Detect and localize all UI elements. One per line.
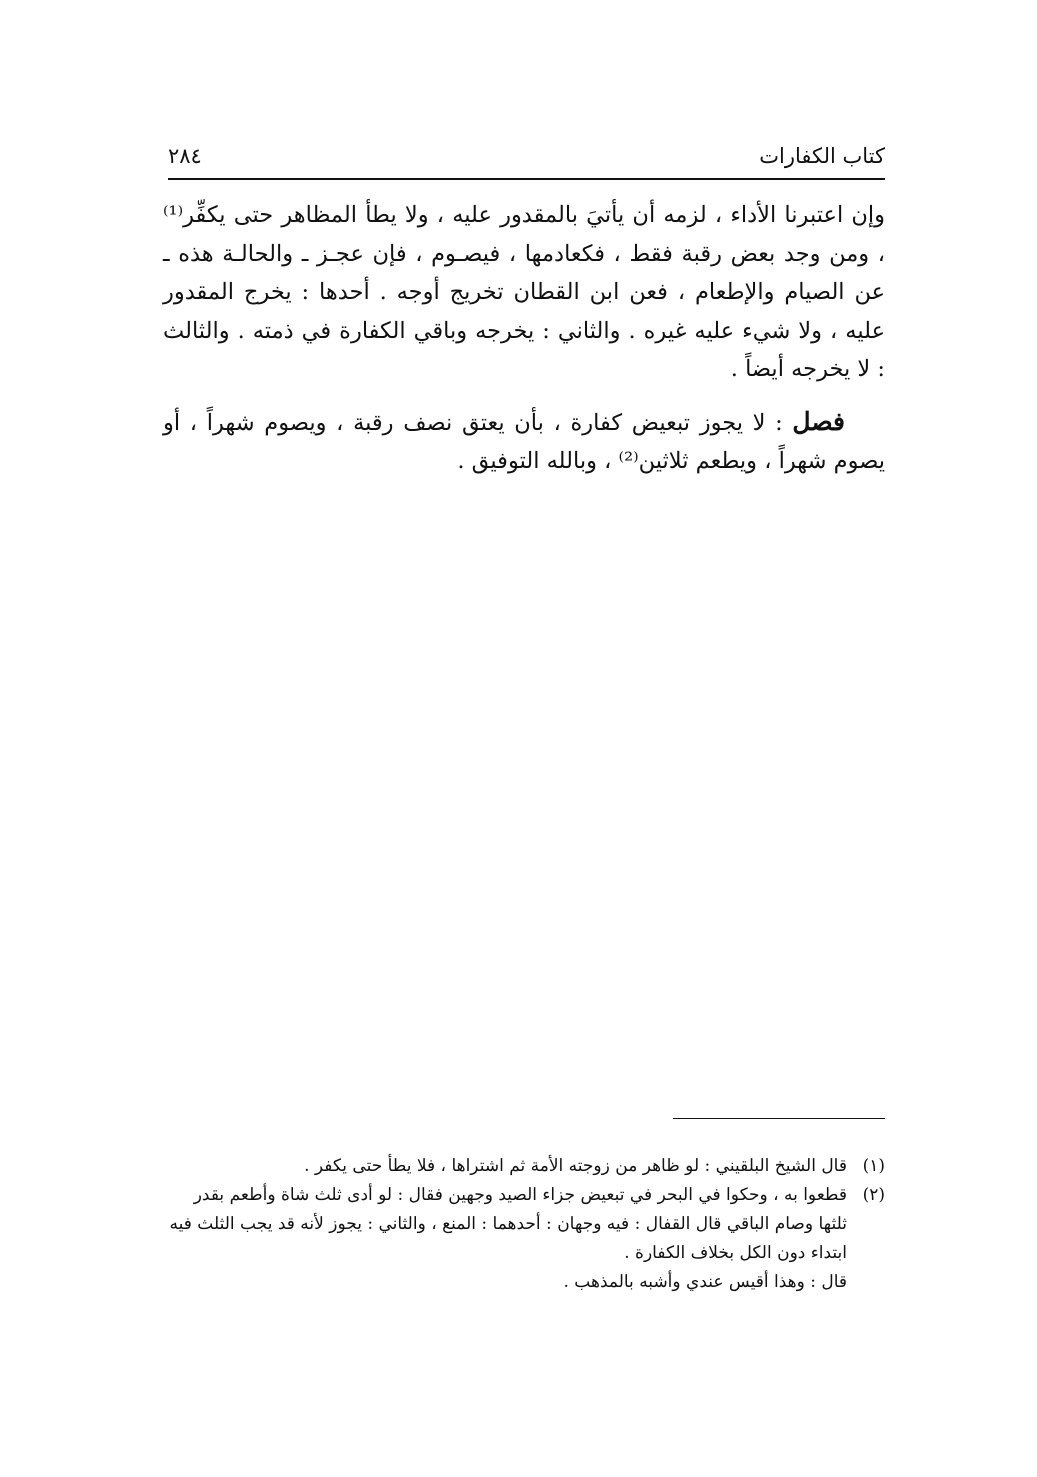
footnotes bbox=[168, 1152, 885, 1297]
running-header bbox=[168, 138, 885, 174]
main-text bbox=[163, 196, 885, 481]
footnote-2 bbox=[168, 1181, 885, 1268]
chapter-title: كتاب الكفارات bbox=[759, 144, 885, 168]
footnote-2-number: (٢) bbox=[862, 1185, 885, 1205]
footnote-1 bbox=[168, 1152, 885, 1181]
body-paragraph-1: وإن اعتبرنا الأداء ، لزمه أن يأتيَ بالمقدور عليه ، ولا يطأ المظاهر حتى يكفِّر⁽¹⁾ ، ومن وجد بعض رقبة فقط ، فكعادمها ، فيصـوم ، فإن عجـز ـ والحالـة هذه ـ عن الصيام والإطعام ، فعن ابن القطان تخريج أوجه . أحدها : يخرج المقدور عليه ، ولا شيء عليه غيره . والثاني : يخرجه وباقي الكفارة في ذمته . والثالث : لا يخرجه أيضاً . bbox=[163, 202, 885, 382]
body-paragraph-2-text: : لا يجوز تبعيض كفارة ، بأن يعتق نصف رقبة ، ويصوم شهراً ، أو يصوم شهراً ، ويطعم ثلاثين⁽²⁾ ، وبالله التوفيق . bbox=[163, 409, 885, 474]
header-rule bbox=[168, 178, 885, 180]
page-number: ٢٨٤ bbox=[168, 144, 202, 168]
footnote-2-text: قطعوا به ، وحكوا في البحر في تبعيض جزاء الصيد وجهين فقال : لو أدى ثلث شاة وأطعم بقدر ثلثها وصام الباقي قال القفال : فيه وجهان : أحدهما : المنع ، والثاني : يجوز لأنه قد يجب الثلث فيه ابتداء دون الكل بخلاف الكفارة . bbox=[169, 1185, 847, 1263]
footnote-1-text: قال الشيخ البلقيني : لو ظاهر من زوجته الأمة ثم اشتراها ، فلا يطأ حتى يكفر . bbox=[304, 1156, 847, 1176]
fasl-heading: فصل bbox=[792, 406, 845, 436]
footnote-2-continuation: قال : وهذا أقيس عندي وأشبه بالمذهب . bbox=[563, 1272, 847, 1292]
footnote-separator bbox=[673, 1118, 885, 1119]
footnote-1-number: (١) bbox=[862, 1156, 885, 1176]
body-paragraph-2 bbox=[163, 403, 885, 481]
